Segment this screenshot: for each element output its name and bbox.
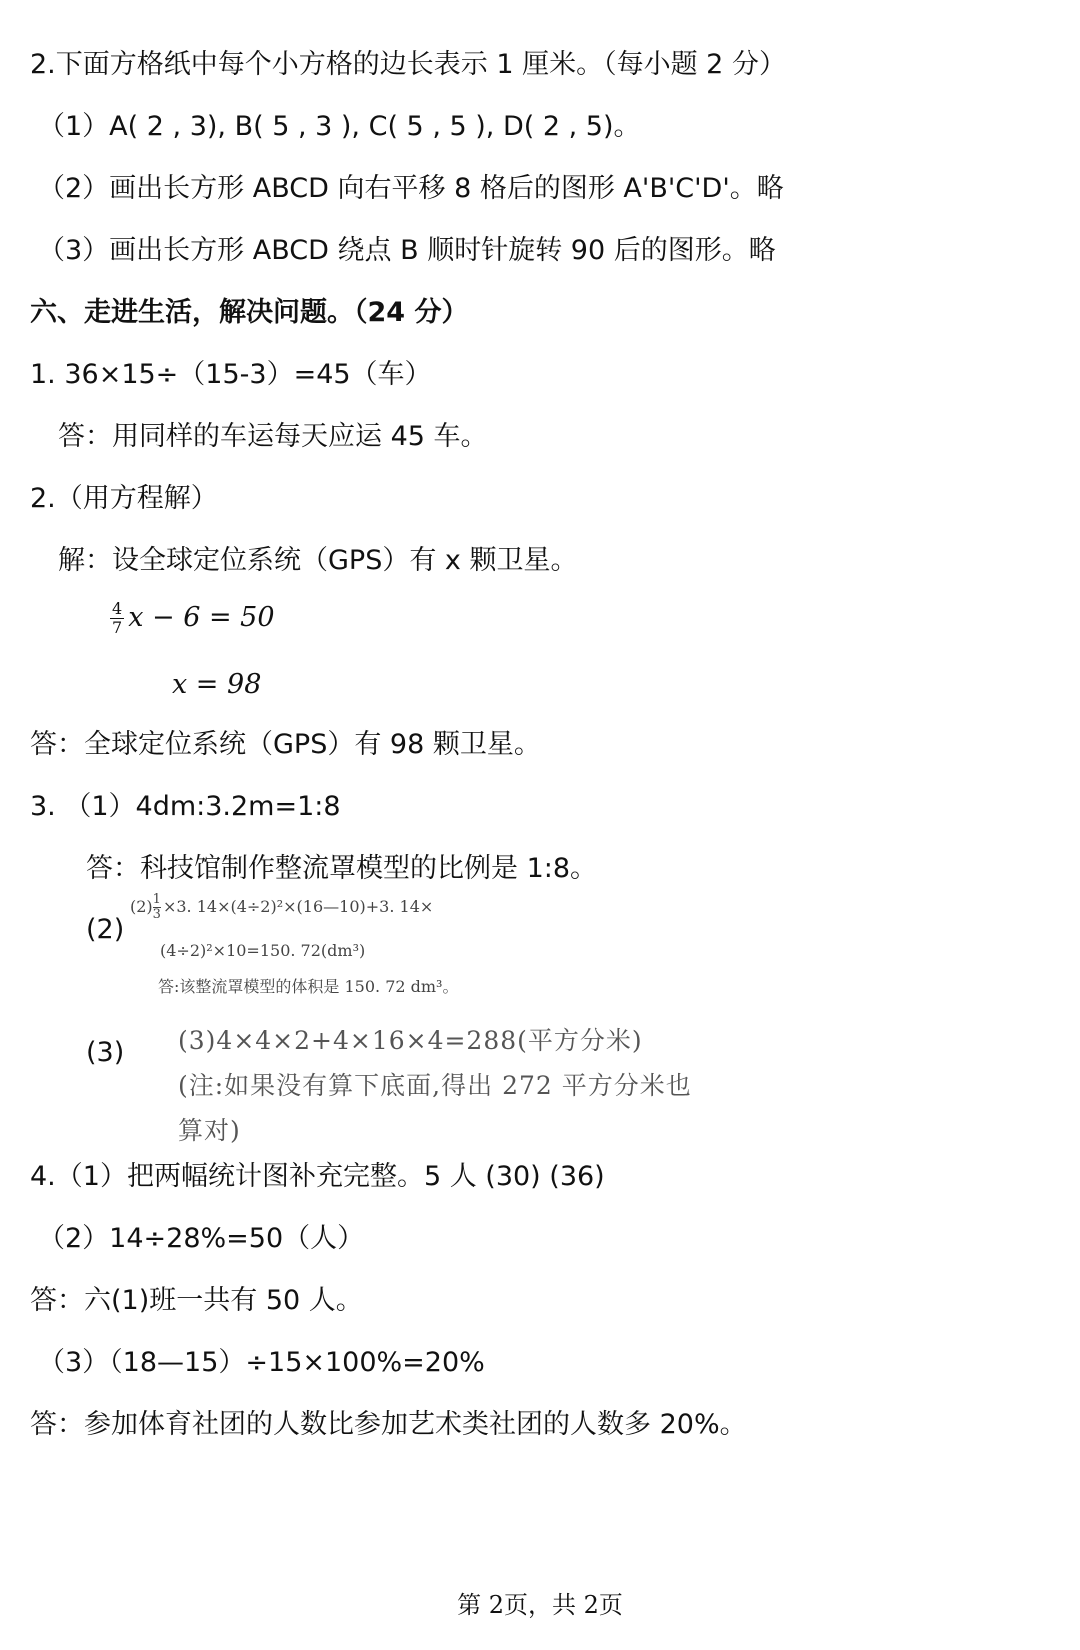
scan-part3-line1: (3)4×4×2+4×16×4=288(平方分米) <box>178 1026 643 1055</box>
problem4-part2-answer: 答：六(1)班一共有 50 人。 <box>30 1285 363 1316</box>
scan-part3-line3: 算对) <box>178 1116 241 1145</box>
equation-rest: x − 6 = 50 <box>128 602 275 633</box>
problem3-part2-label: (2) <box>86 914 125 945</box>
q2-part1: （1）A( 2 , 3), B( 5 , 3 ), C( 5 , 5 ), D( 2 , 5)。 <box>38 111 641 142</box>
fraction-1-3 <box>153 893 161 922</box>
scan-part2-prefix: (2) <box>130 897 153 916</box>
problem2-let: 解：设全球定位系统（GPS）有 x 颗卫星。 <box>58 545 578 576</box>
problem1-answer: 答：用同样的车运每天应运 45 车。 <box>58 421 488 452</box>
scan-part2-line2: (4÷2)²×10=150. 72(dm³) <box>160 941 366 960</box>
fraction-numerator: 1 <box>152 892 161 907</box>
problem1-equation: 1. 36×15÷（15-3）=45（车） <box>30 359 432 390</box>
q2-part3: （3）画出长方形 ABCD 绕点 B 顺时针旋转 90 后的图形。略 <box>38 235 776 266</box>
problem4-part2: （2）14÷28%=50（人） <box>38 1223 365 1254</box>
q2-title: 2.下面方格纸中每个小方格的边长表示 1 厘米。（每小题 2 分） <box>30 49 786 80</box>
problem4-part1: 4.（1）把两幅统计图补充完整。5 人 (30) (36) <box>30 1161 605 1192</box>
scan-part3-line2: (注:如果没有算下底面,得出 272 平方分米也 <box>178 1071 692 1100</box>
problem3-part3-label: (3) <box>86 1037 125 1068</box>
fraction-4-7 <box>110 600 124 637</box>
problem4-part3: （3）（18—15）÷15×100%=20% <box>38 1347 485 1378</box>
q2-part2: （2）画出长方形 ABCD 向右平移 8 格后的图形 A'B'C'D'。略 <box>38 173 784 204</box>
scan-part2-line1 <box>130 893 433 922</box>
problem3-part1-answer: 答：科技馆制作整流罩模型的比例是 1:8。 <box>86 853 598 884</box>
problem2-title: 2.（用方程解） <box>30 483 218 514</box>
problem3-part1: 3. （1）4dm:3.2m=1:8 <box>30 791 341 822</box>
page-footer: 第 2页，共 2页 <box>457 1591 623 1619</box>
scan-part2-rest: ×3. 14×(4÷2)²×(16—10)+3. 14× <box>162 897 434 916</box>
scan-part2-line3: 答:该整流罩模型的体积是 150. 72 dm³。 <box>158 977 459 996</box>
section-heading: 六、走进生活，解决问题。（24 分） <box>30 297 469 328</box>
fraction-denominator: 3 <box>152 907 161 922</box>
fraction-denominator: 7 <box>112 618 123 637</box>
problem2-equation2: x = 98 <box>172 669 262 700</box>
problem2-answer: 答：全球定位系统（GPS）有 98 颗卫星。 <box>30 729 541 760</box>
problem4-part3-answer: 答：参加体育社团的人数比参加艺术类社团的人数多 20%。 <box>30 1409 747 1440</box>
fraction-numerator: 4 <box>112 599 123 618</box>
problem2-equation1 <box>110 598 275 638</box>
